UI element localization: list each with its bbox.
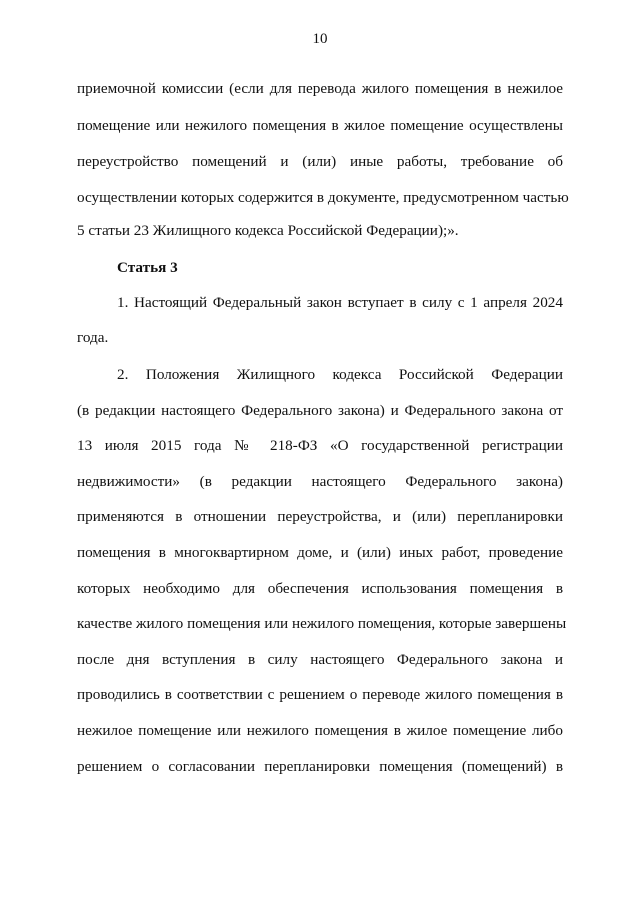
article-paragraph-2-line-3: 13 июля 2015 года № 218-ФЗ «О государственной регистрации [77, 437, 563, 454]
paragraph-1-line-2: помещение или нежилого помещения в жилое помещение осуществлены [77, 117, 563, 134]
article-paragraph-2-line-4: недвижимости» (в редакции настоящего Федерального закона) [77, 473, 563, 490]
article-paragraph-2-line-2: (в редакции настоящего Федерального закона) и Федерального закона от [77, 402, 563, 419]
article-heading: Статья 3 [117, 259, 178, 276]
paragraph-1-line-4: осуществлении которых содержится в документе, предусмотренном частью [77, 189, 569, 206]
article-paragraph-2-line-12: решением о согласовании перепланировки помещения (помещений) в [77, 758, 563, 775]
paragraph-1-line-3: переустройство помещений и (или) иные работы, требование об [77, 153, 563, 170]
paragraph-1-line-1: приемочной комиссии (если для перевода жилого помещения в нежилое [77, 80, 563, 97]
article-paragraph-2-line-8: качестве жилого помещения или нежилого помещения, которые завершены [77, 615, 567, 632]
paragraph-1-line-5: 5 статьи 23 Жилищного кодекса Российской Федерации);». [77, 222, 459, 239]
page-number: 10 [312, 31, 328, 47]
article-paragraph-2-line-1: 2. Положения Жилищного кодекса Российской Федерации [117, 366, 563, 383]
article-paragraph-1-line-2: года. [77, 329, 109, 346]
article-paragraph-2-line-9: после дня вступления в силу настоящего Федерального закона и [77, 651, 563, 668]
article-paragraph-2-line-10: проводились в соответствии с решением о переводе жилого помещения в [77, 686, 563, 703]
article-paragraph-1-line-1: 1. Настоящий Федеральный закон вступает в силу с 1 апреля 2024 [117, 294, 563, 311]
article-paragraph-2-line-6: помещения в многоквартирном доме, и (или) иных работ, проведение [77, 544, 563, 561]
article-paragraph-2-line-11: нежилое помещение или нежилого помещения в жилое помещение либо [77, 722, 563, 739]
article-paragraph-2-line-7: которых необходимо для обеспечения использования помещения в [77, 580, 563, 597]
article-paragraph-2-line-5: применяются в отношении переустройства, и (или) перепланировки [77, 508, 563, 525]
